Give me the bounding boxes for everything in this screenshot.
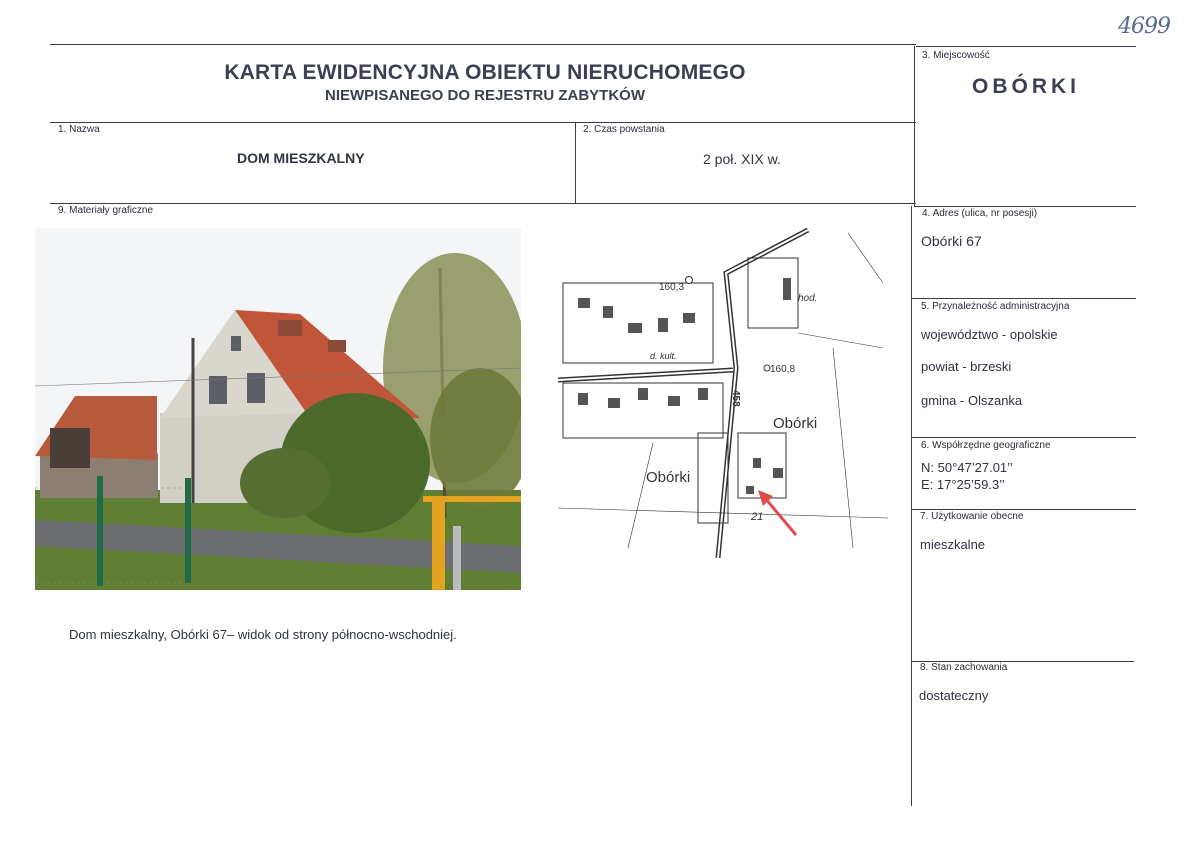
admin-commune: gmina - Olszanka: [921, 393, 1023, 408]
locality-label: 3. Miejscowość: [922, 50, 990, 61]
right-rule-5: [912, 298, 1136, 299]
main-vertical-rule-lower: [911, 206, 912, 806]
map-dkult: d. kult.: [650, 351, 677, 361]
map-elev-2: 160,8: [770, 364, 796, 375]
coords-n: N: 50°47’27.01’’: [921, 460, 1013, 475]
condition-value: dostateczny: [919, 688, 989, 703]
map-elev-1: 160,3: [659, 282, 685, 293]
top-rule: [50, 44, 916, 45]
map-road-number: 458: [730, 390, 741, 407]
right-rule-7: [912, 509, 1136, 510]
right-rule-6: [912, 437, 1136, 438]
main-vertical-rule: [914, 46, 915, 206]
map-hod: hod.: [798, 293, 818, 304]
usage-value: mieszkalne: [920, 537, 986, 552]
right-rule-4: [914, 206, 1136, 207]
top-rule-right: [916, 46, 1136, 47]
name-label: 1. Nazwa: [58, 124, 100, 135]
location-map: [558, 228, 888, 558]
map-number-21: 21: [751, 511, 764, 523]
coords-e: E: 17°25’59.3’’: [921, 477, 1005, 492]
card-subtitle: NIEWPISANEGO DO REJESTRU ZABYTKÓW: [324, 87, 646, 104]
handwritten-number: 4699: [1118, 14, 1170, 39]
usage-label: 7. Użytkowanie obecne: [920, 511, 1024, 522]
admin-voivodeship: województwo - opolskie: [921, 327, 1058, 342]
coords-label: 6. Współrzędne geograficzne: [921, 440, 1051, 451]
condition-label: 8. Stan zachowania: [920, 662, 1008, 673]
name-value: DOM MIESZKALNY: [237, 150, 365, 166]
admin-label: 5. Przynależność administracyjna: [921, 301, 1070, 312]
row1-bottom-rule: [50, 203, 916, 204]
admin-county: powiat - brzeski: [921, 359, 1012, 374]
header-bottom-rule: [50, 122, 916, 123]
address-label: 4. Adres (ulica, nr posesji): [922, 208, 1038, 219]
locality-value: OBÓRKI: [972, 75, 1080, 98]
time-value: 2 poł. XIX w.: [703, 151, 781, 167]
map-place-1: Obórki: [773, 415, 818, 432]
card-title: KARTA EWIDENCYJNA OBIEKTU NIERUCHOMEGO: [224, 61, 746, 84]
name-time-divider: [575, 122, 576, 203]
address-value: Obórki 67: [921, 233, 982, 249]
photo-caption: Dom mieszkalny, Obórki 67– widok od strony północno-wschodniej.: [69, 627, 457, 642]
graphics-label: 9. Materiały graficzne: [58, 205, 154, 216]
map-place-2: Obórki: [646, 469, 691, 486]
house-photo: [35, 228, 521, 590]
time-label: 2. Czas powstania: [583, 124, 665, 135]
